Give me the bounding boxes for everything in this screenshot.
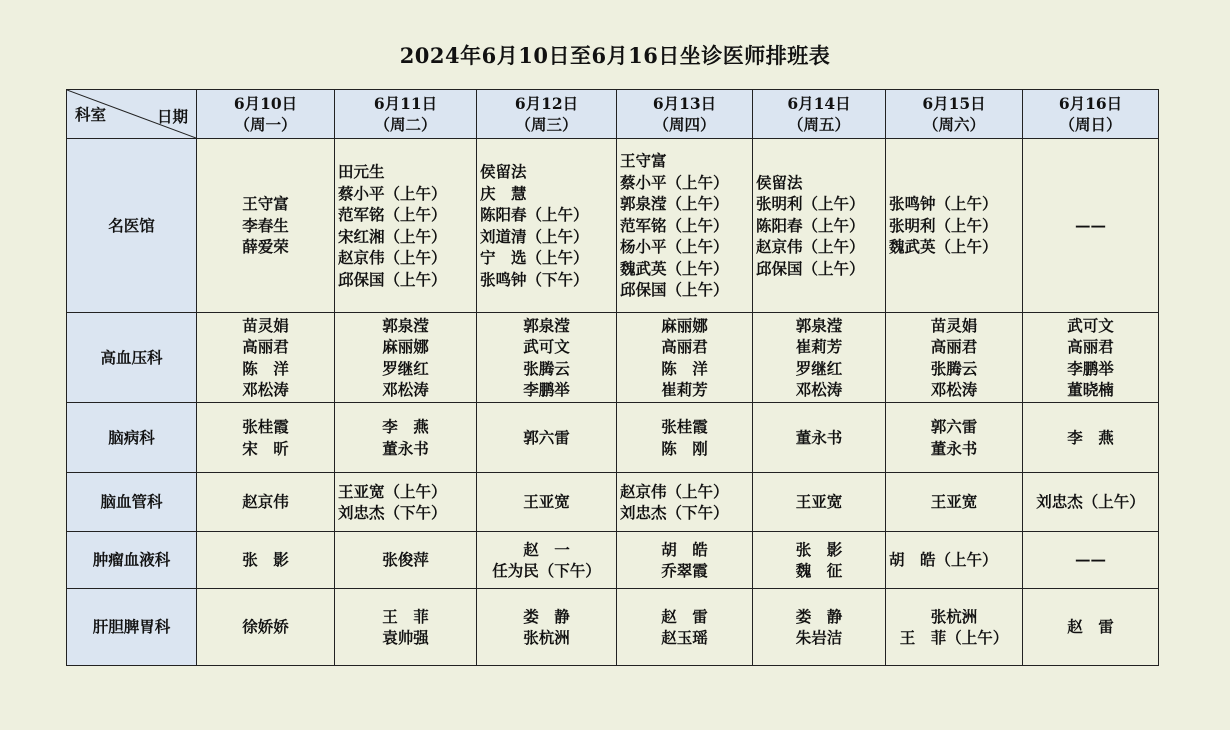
schedule-table	[66, 89, 1159, 666]
doctor-name: 邓松涛	[242, 380, 289, 399]
doctor-name: 庆 慧	[480, 183, 527, 203]
schedule-cell	[477, 532, 617, 589]
schedule-cell	[886, 532, 1023, 589]
doctor-name: 董永书	[382, 438, 429, 458]
schedule-cell	[886, 473, 1023, 532]
doctor-name: 高丽君	[1067, 337, 1114, 356]
doctor-name: 王亚宽	[795, 492, 843, 512]
day-header	[477, 90, 617, 139]
department-cell: 名医馆	[67, 139, 197, 313]
department-cell: 脑血管科	[67, 473, 197, 532]
doctor-name: 张俊萍	[382, 550, 429, 570]
doctor-name: 张杭洲	[930, 606, 978, 626]
schedule-cell	[335, 589, 477, 666]
day-date: 6月16日	[1058, 93, 1123, 113]
schedule-cell	[753, 313, 886, 403]
schedule-cell	[1023, 403, 1159, 473]
doctor-name: 崔莉芳	[795, 337, 843, 356]
doctor-name: 范军铭（上午）	[620, 215, 729, 235]
doctor-name: 田元生	[338, 162, 385, 181]
schedule-cell	[197, 139, 335, 313]
schedule-cell	[886, 403, 1023, 473]
schedule-cell	[335, 473, 477, 532]
doctor-name: 陈 刚	[661, 438, 708, 458]
schedule-cell	[753, 589, 886, 666]
doctor-name: 陈阳春（上午）	[756, 215, 865, 235]
doctor-name: 刘忠杰（下午）	[620, 503, 729, 522]
table-row	[67, 313, 1159, 403]
department-cell: 肝胆脾胃科	[67, 589, 197, 666]
doctor-name: 宁 选（上午）	[480, 248, 589, 267]
doctor-name: 王亚宽	[930, 492, 978, 512]
schedule-cell	[197, 403, 335, 473]
doctor-name: 郭泉滢（上午）	[620, 194, 729, 214]
day-weekday: （周四）	[653, 115, 716, 134]
doctor-name: 邓松涛	[795, 380, 843, 399]
doctor-name: 高丽君	[661, 337, 708, 356]
doctor-name: 张鸣钟（下午）	[480, 269, 589, 289]
day-header	[886, 90, 1023, 139]
schedule-cell	[617, 589, 753, 666]
doctor-name: 高丽君	[930, 337, 978, 356]
schedule-cell	[617, 313, 753, 403]
doctor-name: 张鸣钟（上午）	[889, 194, 998, 214]
day-weekday: （周一）	[234, 115, 297, 134]
doctor-name: 张杭洲	[523, 628, 570, 647]
doctor-name: 娄 静	[523, 606, 570, 626]
doctor-name: 罗继红	[795, 358, 843, 378]
doctor-name: 王 菲（上午）	[899, 628, 1009, 647]
doctor-name: 范军铭（上午）	[338, 205, 447, 224]
schedule-cell	[477, 403, 617, 473]
schedule-cell	[477, 139, 617, 313]
day-date: 6月10日	[233, 93, 298, 113]
doctor-name: 袁帅强	[382, 628, 429, 647]
day-weekday: （周五）	[787, 115, 850, 134]
schedule-cell	[477, 473, 617, 532]
doctor-name: 武可文	[523, 337, 570, 356]
doctor-name: 郭六雷	[523, 427, 570, 447]
schedule-cell	[335, 532, 477, 589]
doctor-name: 陈 洋	[661, 358, 708, 378]
doctor-name: 郭泉滢	[382, 315, 429, 335]
day-date: 6月15日	[922, 93, 986, 113]
doctor-name: ——	[1075, 215, 1106, 235]
day-header	[335, 90, 477, 139]
schedule-cell	[197, 473, 335, 532]
doctor-name: 张 影	[242, 550, 289, 570]
doctor-name: 苗灵娟	[242, 315, 289, 335]
schedule-cell	[197, 589, 335, 666]
doctor-name: 郭六雷	[930, 417, 978, 436]
doctor-name: 王守富	[620, 151, 667, 171]
doctor-name: 邓松涛	[382, 380, 429, 399]
doctor-name: 赵 一	[523, 539, 570, 559]
doctor-name: 赵玉瑶	[661, 628, 708, 647]
schedule-cell	[886, 589, 1023, 666]
doctor-name: 朱岩洁	[795, 628, 843, 647]
department-cell: 脑病科	[67, 403, 197, 473]
day-date: 6月12日	[514, 93, 579, 113]
day-weekday: （周二）	[374, 115, 437, 134]
doctor-name: 邱保国（上午）	[338, 269, 447, 289]
schedule-cell	[1023, 532, 1159, 589]
day-date: 6月11日	[373, 93, 438, 113]
doctor-name: 宋红湘（上午）	[338, 226, 447, 246]
doctor-name: 张桂霞	[661, 417, 708, 436]
doctor-name: 赵 雷	[1067, 617, 1114, 637]
schedule-cell	[886, 139, 1023, 313]
doctor-name: 王 菲	[382, 606, 429, 626]
doctor-name: 高丽君	[242, 337, 289, 356]
doctor-name: 董永书	[930, 438, 978, 458]
schedule-cell	[335, 139, 477, 313]
doctor-name: 邱保国（上午）	[756, 258, 865, 278]
doctor-name: 董永书	[795, 427, 843, 447]
doctor-name: 赵京伟（上午）	[756, 237, 865, 257]
schedule-cell	[886, 313, 1023, 403]
doctor-name: 刘忠杰（上午）	[1036, 492, 1145, 512]
doctor-name: 陈 洋	[242, 358, 289, 378]
page-title: 2024年6月10日至6月16日坐诊医师排班表	[399, 43, 831, 68]
doctor-name: 罗继红	[382, 358, 429, 378]
doctor-name: 张明利（上午）	[756, 194, 865, 214]
schedule-cell	[197, 532, 335, 589]
doctor-name: 徐娇娇	[242, 617, 289, 637]
doctor-name: 李鹏举	[1067, 358, 1114, 378]
doctor-name: 王亚宽（上午）	[338, 481, 447, 501]
doctor-name: 魏 征	[795, 561, 843, 580]
schedule-cell	[617, 139, 753, 313]
department-cell: 肿瘤血液科	[67, 532, 197, 589]
doctor-name: 邓松涛	[930, 380, 978, 399]
schedule-cell	[335, 313, 477, 403]
table-row	[67, 532, 1159, 589]
doctor-name: 魏武英（上午）	[620, 258, 729, 278]
doctor-name: 魏武英（上午）	[889, 237, 998, 257]
schedule-cell	[617, 473, 753, 532]
doctor-name: 杨小平（上午）	[620, 237, 729, 257]
schedule-body	[67, 139, 1159, 666]
doctor-name: 崔莉芳	[661, 380, 708, 399]
header-row	[67, 90, 1159, 139]
doctor-name: 王守富	[242, 194, 289, 214]
doctor-name: 麻丽娜	[661, 315, 708, 335]
schedule-cell	[1023, 473, 1159, 532]
doctor-name: 张 影	[795, 539, 843, 559]
doctor-name: ——	[1075, 550, 1106, 570]
doctor-name: 张明利（上午）	[889, 215, 998, 235]
doctor-name: 赵京伟（上午）	[620, 481, 729, 501]
schedule-cell	[477, 313, 617, 403]
schedule-cell	[617, 532, 753, 589]
doctor-name: 任为民（下午）	[492, 561, 601, 580]
doctor-name: 董晓楠	[1067, 380, 1114, 399]
doctor-name: 邱保国（上午）	[620, 280, 729, 300]
doctor-name: 武可文	[1067, 315, 1114, 335]
doctor-name: 郭泉滢	[795, 315, 843, 335]
schedule-cell	[197, 313, 335, 403]
schedule-cell	[753, 532, 886, 589]
doctor-name: 乔翠霞	[661, 561, 708, 580]
table-row	[67, 403, 1159, 473]
doctor-name: 蔡小平（上午）	[620, 172, 729, 192]
doctor-name: 赵京伟（上午）	[338, 248, 447, 267]
schedule-cell	[477, 589, 617, 666]
table-row	[67, 589, 1159, 666]
doctor-name: 王亚宽	[523, 492, 570, 512]
doctor-name: 宋 昕	[242, 438, 289, 458]
doctor-name: 刘道清（上午）	[480, 226, 589, 246]
doctor-name: 赵 雷	[661, 606, 708, 626]
schedule-cell	[1023, 313, 1159, 403]
schedule-cell	[335, 403, 477, 473]
schedule-cell	[753, 403, 886, 473]
doctor-name: 李春生	[242, 215, 289, 235]
doctor-name: 麻丽娜	[382, 337, 429, 356]
day-header	[1023, 90, 1159, 139]
day-header	[753, 90, 886, 139]
doctor-name: 李鹏举	[523, 380, 570, 399]
table-row	[67, 139, 1159, 313]
doctor-name: 侯留法	[480, 162, 527, 181]
doctor-name: 赵京伟	[242, 492, 289, 512]
day-weekday: （周日）	[1059, 115, 1122, 134]
doctor-name: 张桂霞	[242, 417, 289, 436]
corner-header-cell	[67, 90, 197, 139]
doctor-name: 侯留法	[756, 172, 803, 192]
department-cell: 高血压科	[67, 313, 197, 403]
day-header	[617, 90, 753, 139]
doctor-name: 胡 皓	[661, 539, 708, 559]
doctor-name: 娄 静	[795, 606, 843, 626]
table-row	[67, 473, 1159, 532]
day-date: 6月14日	[787, 93, 851, 113]
doctor-name: 郭泉滢	[523, 315, 570, 335]
doctor-name: 蔡小平（上午）	[338, 183, 447, 203]
doctor-name: 李 燕	[1067, 427, 1114, 447]
doctor-name: 刘忠杰（下午）	[338, 503, 447, 522]
schedule-cell	[1023, 139, 1159, 313]
day-header	[197, 90, 335, 139]
schedule-cell	[617, 403, 753, 473]
corner-date-label: 日期	[156, 107, 188, 126]
day-weekday: （周三）	[515, 115, 578, 134]
doctor-name: 薛爱荣	[242, 237, 289, 257]
schedule-cell	[1023, 589, 1159, 666]
doctor-name: 张腾云	[930, 358, 978, 378]
doctor-name: 陈阳春（上午）	[480, 205, 589, 224]
day-date: 6月13日	[652, 93, 717, 113]
schedule-cell	[753, 139, 886, 313]
doctor-name: 张腾云	[523, 358, 570, 378]
corner-dept-label: 科室	[75, 104, 107, 124]
doctor-name: 李 燕	[382, 417, 429, 436]
doctor-name: 苗灵娟	[930, 315, 978, 335]
day-weekday: （周六）	[922, 115, 985, 134]
schedule-cell	[753, 473, 886, 532]
doctor-name: 胡 皓（上午）	[889, 550, 998, 570]
